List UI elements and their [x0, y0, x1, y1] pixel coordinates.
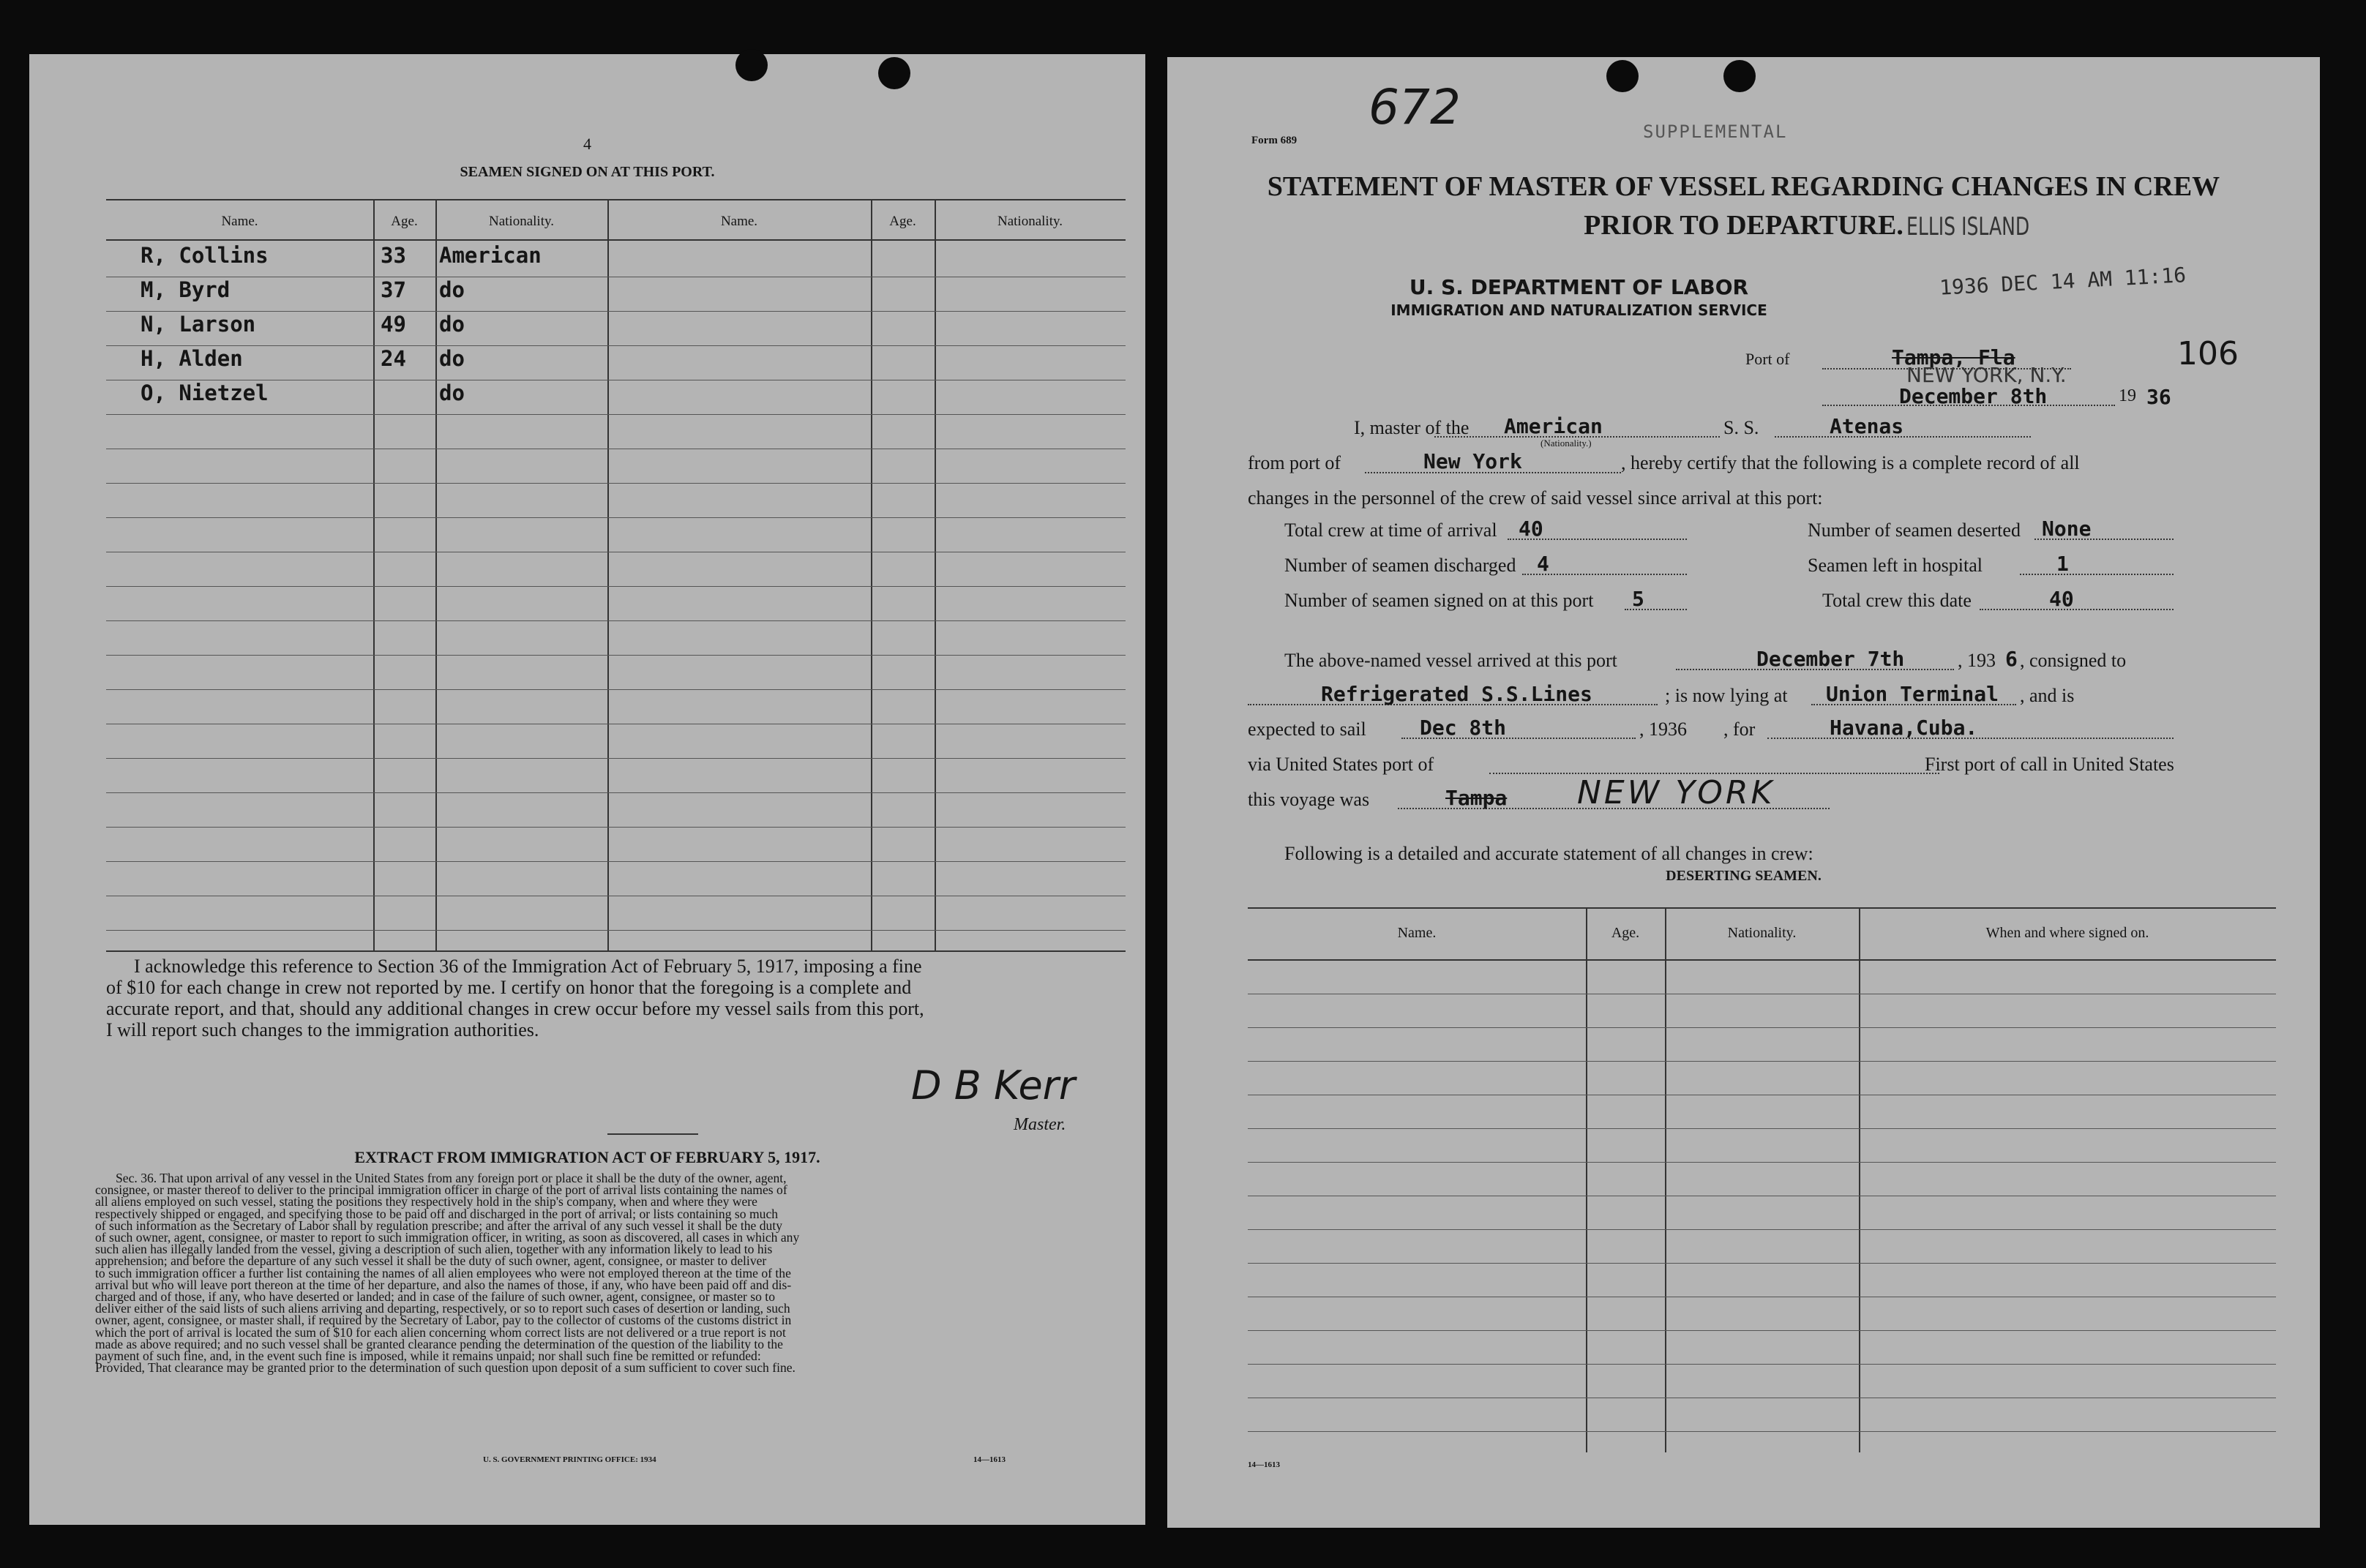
- ship-name: Atenas: [1830, 414, 1904, 438]
- table-row-rule: [1248, 1364, 2276, 1365]
- from-port-label: from port of: [1248, 452, 1341, 473]
- table-row-rule: [1248, 1128, 2276, 1129]
- form-title: STATEMENT OF MASTER OF VESSEL REGARDING CHANGES IN CREW: [1267, 171, 2220, 202]
- voyage-handwritten: NEW YORK: [1577, 774, 1775, 811]
- hospital-field: [2020, 574, 2174, 575]
- punch-hole: [1723, 60, 1756, 92]
- column-header: Nationality.: [489, 214, 554, 229]
- service: IMMIGRATION AND NATURALIZATION SERVICE: [1390, 301, 1767, 319]
- table-row-rule: [106, 620, 1126, 621]
- discharged-count: 4: [1537, 552, 1549, 576]
- table-row-rule: [106, 689, 1126, 690]
- sec36-line: owner, agent, consignee, or master shall, if required by the Secretary of Labor, pay to the collector of customs of the customs district in: [95, 1313, 792, 1328]
- table-column-rule: [1859, 907, 1860, 1452]
- nationality-caption: (Nationality.): [1540, 438, 1592, 449]
- consignee: Refrigerated S.S.Lines: [1321, 682, 1592, 706]
- seaman-name: R, Collins: [141, 243, 269, 268]
- seaman-age: 24: [381, 346, 406, 371]
- arrived-year-prefix: , 193: [1958, 650, 1996, 671]
- table-row-rule: [106, 827, 1126, 828]
- table-header-rule: [1248, 959, 2276, 961]
- punch-hole: [735, 49, 768, 81]
- column-header: Name.: [720, 214, 758, 229]
- table-row-rule: [106, 414, 1126, 415]
- lying-at: Union Terminal: [1826, 682, 1999, 706]
- sec36-line: all aliens employed on such vessel, stating the positions they respectively hold in the ship's company, when and where they were: [95, 1194, 757, 1209]
- table-row-rule: [106, 861, 1126, 862]
- year-prefix: 19: [2119, 386, 2136, 405]
- changes-text: changes in the personnel of the crew of said vessel since arrival at this port:: [1248, 487, 1823, 509]
- expected-label: expected to sail: [1248, 719, 1366, 740]
- table-column-rule: [435, 199, 437, 950]
- sec36-line: such alien has illegally landed from the vessel, giving a description of such alien, together with any information likely to lead to his: [95, 1242, 773, 1257]
- hospital-count: 1: [2056, 552, 2069, 576]
- and-is-label: , and is: [2020, 685, 2075, 706]
- date-field: [1822, 405, 2115, 406]
- sec36-line: respectively shipped or engaged, and specifying those to be paid off and discharged in the port of arrival; or lists containing so much: [95, 1206, 779, 1221]
- table-row-rule: [106, 483, 1126, 484]
- port-typed: Tampa, Fla: [1892, 345, 2015, 370]
- master-signature: D B Kerr: [911, 1062, 1076, 1109]
- seaman-age: 33: [381, 243, 406, 268]
- voyage-crossed: Tampa: [1445, 786, 1508, 810]
- port-stamp: NEW YORK, N.Y.: [1906, 363, 2067, 387]
- table-bottom-rule: [106, 950, 1126, 952]
- table-row-rule: [106, 792, 1126, 793]
- signed-on-label: Number of seamen signed on at this port: [1284, 590, 1594, 611]
- table-row-rule: [1248, 1162, 2276, 1163]
- year-suffix: 36: [2146, 385, 2171, 409]
- first-port-label: First port of call in United States: [1925, 754, 2174, 775]
- table-row-rule: [106, 311, 1126, 312]
- following-text: Following is a detailed and accurate statement of all changes in crew:: [1284, 843, 1813, 864]
- total-crew-arrival: 40: [1519, 517, 1543, 541]
- vessel-nationality: American: [1504, 414, 1603, 438]
- form-code: 14—1613: [1248, 1460, 1280, 1469]
- seaman-age: 49: [381, 312, 406, 337]
- ellis-island-stamp: ELLIS ISLAND: [1906, 212, 2030, 241]
- ack-line: I acknowledge this reference to Section 36 of the Immigration Act of February 5, 1917, imposing a fine: [134, 956, 922, 977]
- seaman-nationality: do: [439, 380, 465, 405]
- table-row-rule: [106, 345, 1126, 346]
- total-crew-date-label: Total crew this date: [1822, 590, 1972, 611]
- table-row-rule: [1248, 1061, 2276, 1062]
- ss-label: S. S.: [1723, 417, 1759, 438]
- hospital-label: Seamen left in hospital: [1808, 555, 1983, 576]
- column-header: Nationality.: [1727, 925, 1797, 941]
- via-label: via United States port of: [1248, 754, 1434, 775]
- voyage-label: this voyage was: [1248, 789, 1370, 810]
- left-page: [29, 54, 1145, 1525]
- sec36-line: arrival but who will leave port thereon at the time of her departure, and also the names of those, if any, who have been paid off and dis-: [95, 1277, 792, 1292]
- seaman-name: N, Larson: [141, 312, 256, 337]
- supplemental-stamp: SUPPLEMENTAL: [1643, 121, 1788, 142]
- arrived-year-digit: 6: [2005, 647, 2018, 671]
- column-header: Age.: [1611, 925, 1640, 941]
- from-port: New York: [1423, 449, 1522, 473]
- seaman-name: O, Nietzel: [141, 380, 269, 405]
- sec36-line: of such owner, agent, consignee, or master to report to such immigration officer, in writing, as soon as discovered, all cases in which any: [95, 1230, 800, 1245]
- table-row-rule: [1248, 1431, 2276, 1432]
- column-header: Name.: [221, 214, 258, 229]
- column-header: When and where signed on.: [1985, 925, 2149, 941]
- deserted-label: Number of seamen deserted: [1808, 519, 2021, 541]
- sec36-line: apprehension; and before the departure of any such vessel it shall be the duty of such owner, agent, consignee, or master to deliver: [95, 1253, 767, 1269]
- form-number: Form 689: [1251, 135, 1298, 146]
- printing-office: U. S. GOVERNMENT PRINTING OFFICE: 1934: [483, 1455, 656, 1464]
- table-row-rule: [106, 930, 1126, 931]
- signed-on-count: 5: [1632, 587, 1644, 611]
- extract-heading: EXTRACT FROM IMMIGRATION ACT OF FEBRUARY 5, 1917.: [354, 1148, 820, 1166]
- seaman-nationality: do: [439, 346, 465, 371]
- sec36-line: Provided, That clearance may be granted prior to the determination of such question upon deposit of a sum sufficient to cover such fine.: [95, 1360, 795, 1376]
- seaman-age: 37: [381, 277, 406, 302]
- table-column-rule: [373, 199, 375, 950]
- ack-line: I will report such changes to the immigration authorities.: [106, 1019, 539, 1040]
- table-column-rule: [607, 199, 609, 950]
- seaman-nationality: do: [439, 312, 465, 337]
- department: U. S. DEPARTMENT OF LABOR: [1409, 275, 1749, 299]
- signature-rule: [607, 1133, 698, 1135]
- table-top-rule: [1248, 907, 2276, 909]
- deserted-count: None: [2042, 517, 2092, 541]
- table-top-rule: [106, 199, 1126, 200]
- destination: Havana,Cuba.: [1830, 716, 1978, 740]
- number-106: 106: [2177, 335, 2239, 372]
- consigned-to-label: , consigned to: [2020, 650, 2127, 671]
- page-number: 4: [583, 135, 591, 153]
- table-row-rule: [1248, 1263, 2276, 1264]
- form-subtitle: PRIOR TO DEPARTURE.: [1584, 210, 1903, 241]
- table-row-rule: [1248, 1229, 2276, 1230]
- sec36-line: to such immigration officer a further list containing the names of all alien employees who were not employed thereon at the time of the: [95, 1265, 791, 1280]
- seaman-name: H, Alden: [141, 346, 243, 371]
- table-row-rule: [106, 655, 1126, 656]
- table-column-rule: [1586, 907, 1587, 1452]
- seaman-name: M, Byrd: [141, 277, 231, 302]
- seaman-nationality: American: [439, 243, 542, 268]
- arrived-date: December 7th: [1756, 647, 1905, 671]
- table-column-rule: [871, 199, 872, 950]
- table-header-rule: [106, 239, 1126, 241]
- seaman-nationality: do: [439, 277, 465, 302]
- total-crew-date-field: [1980, 609, 2174, 610]
- sec36-line: consignee, or master thereof to deliver to the principal immigration officer in charge of the port of arrival lists containing the names of: [95, 1182, 787, 1198]
- sec36-line: charged and of those, if any, who have deserted or landed; and in case of the failure of such owner, agent, consignee, or master so to: [95, 1289, 775, 1305]
- sec36-line: of such information as the Secretary of Labor shall by regulation prescribe; and after the arrival of any such vessel it shall be the duty: [95, 1218, 782, 1233]
- sec36-line: made as above required; and no such vessel shall be granted clearance pending the determination of the question of the liability to the: [95, 1336, 783, 1351]
- table-column-rule: [1665, 907, 1666, 1452]
- right-page: [1167, 57, 2320, 1528]
- total-crew-arrival-label: Total crew at time of arrival: [1284, 519, 1497, 541]
- for-label: , for: [1723, 719, 1756, 740]
- ack-line: of $10 for each change in crew not reported by me. I certify on honor that the foregoing is a complete and: [106, 977, 912, 998]
- column-header: Age.: [391, 214, 418, 229]
- sail-year: , 1936: [1639, 719, 1687, 740]
- sec36-line: payment of such fine, and, in the event such fine is imposed, while it remains unpaid; nor shall such fine be remitted or refunded:: [95, 1348, 761, 1364]
- section-36-text: [95, 1171, 1098, 1376]
- column-header: Name.: [1397, 925, 1437, 941]
- sec36-line: Sec. 36. That upon arrival of any vessel in the United States from any foreign port or place it shall be the duty of the owner, agent,: [116, 1171, 787, 1185]
- acknowledgement: [106, 956, 924, 1040]
- form-code: 14—1613: [973, 1455, 1006, 1464]
- punch-hole: [1606, 60, 1639, 92]
- arrived-text: The above-named vessel arrived at this port: [1284, 650, 1617, 671]
- table-row-rule: [1248, 1027, 2276, 1028]
- total-crew-date: 40: [2049, 587, 2074, 611]
- punch-hole: [878, 57, 910, 89]
- certify-text: , hereby certify that the following is a complete record of all: [1621, 452, 2080, 473]
- table-row-rule: [106, 517, 1126, 518]
- sec36-line: deliver either of the said lists of such aliens arriving and departing, respectively, or so to report such cases of desertion or landing, such: [95, 1301, 790, 1316]
- table-row-rule: [106, 586, 1126, 587]
- master-label: Master.: [1014, 1115, 1066, 1134]
- table-column-rule: [935, 199, 936, 950]
- handwritten-number: 672: [1369, 79, 1461, 135]
- signed-on-heading: SEAMEN SIGNED ON AT THIS PORT.: [460, 164, 715, 180]
- statement-date: December 8th: [1899, 384, 2048, 408]
- table-row-rule: [1248, 1330, 2276, 1331]
- sec36-line: which the port of arrival is located the sum of $10 for each alien concerning whom correct lists are not delivered or a true report is not: [95, 1324, 786, 1340]
- deserting-heading: DESERTING SEAMEN.: [1666, 868, 1822, 884]
- table-row-rule: [106, 758, 1126, 759]
- master-of-label: I, master of the: [1354, 417, 1470, 438]
- ack-line: accurate report, and that, should any additional changes in crew occur before my vessel sails from this port,: [106, 998, 924, 1019]
- column-header: Nationality.: [997, 214, 1063, 229]
- received-date-stamp: 1936 DEC 14 AM 11:16: [1939, 263, 2187, 300]
- port-label: Port of: [1745, 350, 1790, 368]
- lying-at-label: ; is now lying at: [1665, 685, 1788, 706]
- discharged-label: Number of seamen discharged: [1284, 555, 1516, 576]
- column-header: Age.: [889, 214, 916, 229]
- sail-date: Dec 8th: [1420, 716, 1507, 740]
